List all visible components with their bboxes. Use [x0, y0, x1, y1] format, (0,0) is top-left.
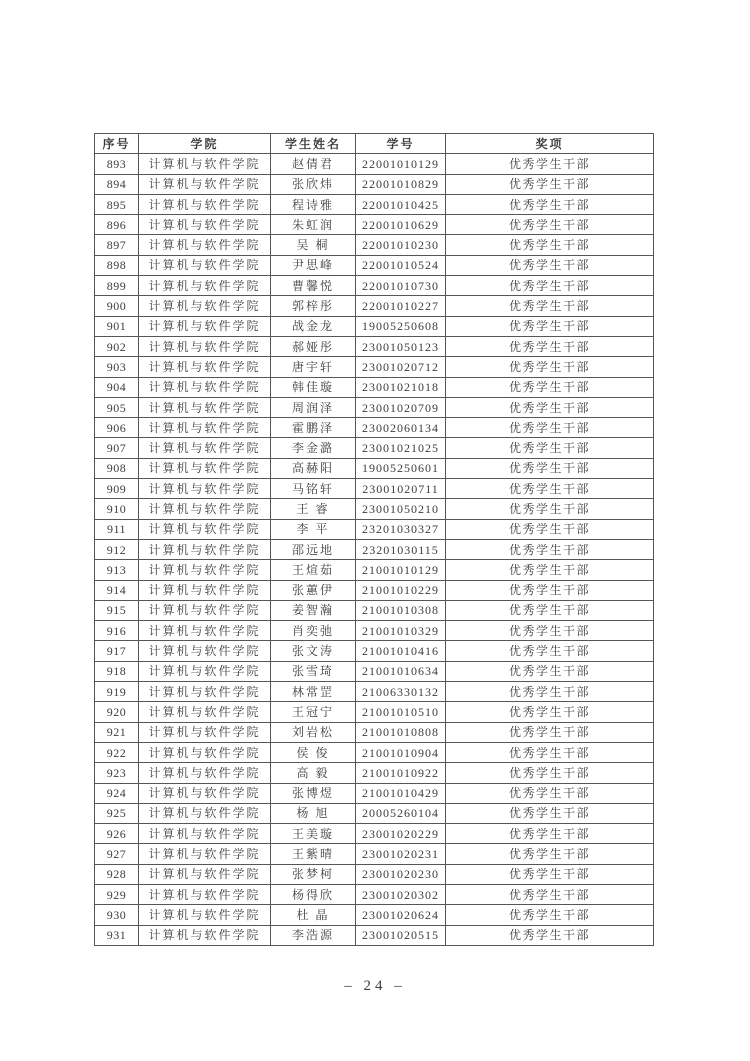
cell-award: 优秀学生干部 — [446, 357, 654, 377]
table-row — [95, 174, 654, 194]
cell-student-id: 23201030115 — [356, 539, 446, 559]
cell-award: 优秀学生干部 — [446, 194, 654, 214]
table-row — [95, 215, 654, 235]
cell-college: 计算机与软件学院 — [139, 803, 271, 823]
cell-college: 计算机与软件学院 — [139, 722, 271, 742]
cell-name: 王煊茹 — [271, 560, 356, 580]
cell-serial: 909 — [95, 479, 139, 499]
table-row — [95, 824, 654, 844]
cell-college: 计算机与软件学院 — [139, 742, 271, 762]
cell-name: 王紫晴 — [271, 844, 356, 864]
cell-student-id: 20005260104 — [356, 803, 446, 823]
cell-college: 计算机与软件学院 — [139, 357, 271, 377]
cell-college: 计算机与软件学院 — [139, 641, 271, 661]
cell-name: 霍鹏泽 — [271, 418, 356, 438]
cell-name: 林常罡 — [271, 682, 356, 702]
cell-college: 计算机与软件学院 — [139, 377, 271, 397]
cell-serial: 913 — [95, 560, 139, 580]
cell-college: 计算机与软件学院 — [139, 418, 271, 438]
table-row — [95, 519, 654, 539]
cell-college: 计算机与软件学院 — [139, 316, 271, 336]
cell-student-id: 21001010808 — [356, 722, 446, 742]
cell-award: 优秀学生干部 — [446, 783, 654, 803]
cell-name: 吴 桐 — [271, 235, 356, 255]
cell-name: 张雪琦 — [271, 661, 356, 681]
table-row — [95, 479, 654, 499]
cell-serial: 901 — [95, 316, 139, 336]
cell-student-id: 22001010524 — [356, 255, 446, 275]
cell-serial: 919 — [95, 682, 139, 702]
table-row — [95, 803, 654, 823]
cell-college: 计算机与软件学院 — [139, 235, 271, 255]
cell-student-id: 21001010510 — [356, 702, 446, 722]
cell-name: 尹思峰 — [271, 255, 356, 275]
cell-award: 优秀学生干部 — [446, 377, 654, 397]
cell-award: 优秀学生干部 — [446, 722, 654, 742]
cell-student-id: 23001020709 — [356, 397, 446, 417]
cell-college: 计算机与软件学院 — [139, 397, 271, 417]
cell-award: 优秀学生干部 — [446, 742, 654, 762]
cell-award: 优秀学生干部 — [446, 458, 654, 478]
cell-award: 优秀学生干部 — [446, 499, 654, 519]
cell-name: 张欣炜 — [271, 174, 356, 194]
cell-award: 优秀学生干部 — [446, 174, 654, 194]
cell-college: 计算机与软件学院 — [139, 458, 271, 478]
cell-college: 计算机与软件学院 — [139, 276, 271, 296]
cell-name: 张蕙伊 — [271, 580, 356, 600]
cell-name: 郝娅彤 — [271, 336, 356, 356]
cell-name: 李 平 — [271, 519, 356, 539]
cell-student-id: 21001010429 — [356, 783, 446, 803]
table-row — [95, 418, 654, 438]
cell-student-id: 23001020712 — [356, 357, 446, 377]
cell-student-id: 22001010129 — [356, 154, 446, 174]
cell-serial: 900 — [95, 296, 139, 316]
table-row — [95, 560, 654, 580]
cell-college: 计算机与软件学院 — [139, 600, 271, 620]
cell-name: 高赫阳 — [271, 458, 356, 478]
cell-student-id: 21001010329 — [356, 621, 446, 641]
cell-award: 优秀学生干部 — [446, 580, 654, 600]
cell-serial: 904 — [95, 377, 139, 397]
cell-award: 优秀学生干部 — [446, 397, 654, 417]
table-row — [95, 539, 654, 559]
cell-college: 计算机与软件学院 — [139, 174, 271, 194]
cell-serial: 895 — [95, 194, 139, 214]
cell-student-id: 21001010229 — [356, 580, 446, 600]
table-row — [95, 397, 654, 417]
table-row — [95, 316, 654, 336]
cell-student-id: 21001010308 — [356, 600, 446, 620]
cell-college: 计算机与软件学院 — [139, 925, 271, 945]
cell-serial: 907 — [95, 438, 139, 458]
cell-student-id: 21001010922 — [356, 763, 446, 783]
table-row — [95, 844, 654, 864]
cell-award: 优秀学生干部 — [446, 255, 654, 275]
cell-serial: 902 — [95, 336, 139, 356]
cell-serial: 918 — [95, 661, 139, 681]
cell-award: 优秀学生干部 — [446, 276, 654, 296]
cell-serial: 925 — [95, 803, 139, 823]
cell-college: 计算机与软件学院 — [139, 864, 271, 884]
cell-student-id: 22001010227 — [356, 296, 446, 316]
cell-serial: 908 — [95, 458, 139, 478]
cell-student-id: 19005250608 — [356, 316, 446, 336]
cell-serial: 917 — [95, 641, 139, 661]
cell-name: 战金龙 — [271, 316, 356, 336]
cell-student-id: 21001010904 — [356, 742, 446, 762]
table-row — [95, 884, 654, 904]
cell-student-id: 23001020231 — [356, 844, 446, 864]
cell-award: 优秀学生干部 — [446, 884, 654, 904]
cell-serial: 930 — [95, 905, 139, 925]
cell-name: 唐宇轩 — [271, 357, 356, 377]
cell-award: 优秀学生干部 — [446, 682, 654, 702]
table-row — [95, 722, 654, 742]
cell-award: 优秀学生干部 — [446, 600, 654, 620]
table-row — [95, 255, 654, 275]
cell-college: 计算机与软件学院 — [139, 519, 271, 539]
table-row — [95, 154, 654, 174]
cell-name: 张博煜 — [271, 783, 356, 803]
cell-name: 杨得欣 — [271, 884, 356, 904]
cell-serial: 910 — [95, 499, 139, 519]
table-row — [95, 864, 654, 884]
cell-serial: 927 — [95, 844, 139, 864]
column-header-student-id: 学号 — [356, 134, 446, 154]
cell-college: 计算机与软件学院 — [139, 438, 271, 458]
cell-award: 优秀学生干部 — [446, 763, 654, 783]
cell-serial: 894 — [95, 174, 139, 194]
cell-serial: 914 — [95, 580, 139, 600]
cell-award: 优秀学生干部 — [446, 479, 654, 499]
column-header-award: 奖项 — [446, 134, 654, 154]
cell-college: 计算机与软件学院 — [139, 255, 271, 275]
cell-serial: 924 — [95, 783, 139, 803]
cell-college: 计算机与软件学院 — [139, 682, 271, 702]
cell-serial: 928 — [95, 864, 139, 884]
table-row — [95, 438, 654, 458]
cell-name: 王美璇 — [271, 824, 356, 844]
cell-student-id: 23001020711 — [356, 479, 446, 499]
table-row — [95, 499, 654, 519]
cell-award: 优秀学生干部 — [446, 418, 654, 438]
cell-college: 计算机与软件学院 — [139, 539, 271, 559]
cell-college: 计算机与软件学院 — [139, 336, 271, 356]
cell-award: 优秀学生干部 — [446, 641, 654, 661]
cell-college: 计算机与软件学院 — [139, 824, 271, 844]
table-row — [95, 580, 654, 600]
cell-college: 计算机与软件学院 — [139, 661, 271, 681]
table-row — [95, 600, 654, 620]
cell-student-id: 23001020624 — [356, 905, 446, 925]
cell-award: 优秀学生干部 — [446, 621, 654, 641]
cell-name: 韩佳璇 — [271, 377, 356, 397]
cell-student-id: 23001020230 — [356, 864, 446, 884]
cell-college: 计算机与软件学院 — [139, 905, 271, 925]
cell-award: 优秀学生干部 — [446, 539, 654, 559]
cell-student-id: 22001010730 — [356, 276, 446, 296]
cell-serial: 922 — [95, 742, 139, 762]
cell-serial: 896 — [95, 215, 139, 235]
cell-student-id: 21006330132 — [356, 682, 446, 702]
cell-name: 程诗雅 — [271, 194, 356, 214]
cell-college: 计算机与软件学院 — [139, 621, 271, 641]
cell-name: 周润泽 — [271, 397, 356, 417]
cell-serial: 916 — [95, 621, 139, 641]
cell-award: 优秀学生干部 — [446, 296, 654, 316]
cell-name: 郭梓彤 — [271, 296, 356, 316]
cell-serial: 920 — [95, 702, 139, 722]
cell-name: 邵远地 — [271, 539, 356, 559]
cell-college: 计算机与软件学院 — [139, 215, 271, 235]
cell-student-id: 22001010230 — [356, 235, 446, 255]
cell-student-id: 23002060134 — [356, 418, 446, 438]
cell-name: 侯 俊 — [271, 742, 356, 762]
cell-name: 高 毅 — [271, 763, 356, 783]
page-number: – 24 – — [344, 978, 406, 994]
cell-award: 优秀学生干部 — [446, 154, 654, 174]
cell-serial: 912 — [95, 539, 139, 559]
cell-award: 优秀学生干部 — [446, 316, 654, 336]
cell-name: 肖奕弛 — [271, 621, 356, 641]
cell-student-id: 19005250601 — [356, 458, 446, 478]
cell-name: 杨 旭 — [271, 803, 356, 823]
cell-college: 计算机与软件学院 — [139, 580, 271, 600]
cell-award: 优秀学生干部 — [446, 844, 654, 864]
cell-student-id: 23001021018 — [356, 377, 446, 397]
table-row — [95, 458, 654, 478]
cell-serial: 915 — [95, 600, 139, 620]
table-row — [95, 682, 654, 702]
cell-name: 曹馨悦 — [271, 276, 356, 296]
cell-award: 优秀学生干部 — [446, 235, 654, 255]
cell-student-id: 23001020229 — [356, 824, 446, 844]
table-header-row — [95, 134, 654, 154]
cell-award: 优秀学生干部 — [446, 336, 654, 356]
column-header-student-name: 学生姓名 — [271, 134, 356, 154]
cell-name: 王冠宁 — [271, 702, 356, 722]
cell-student-id: 22001010829 — [356, 174, 446, 194]
cell-name: 张梦柯 — [271, 864, 356, 884]
cell-serial: 897 — [95, 235, 139, 255]
cell-name: 张文涛 — [271, 641, 356, 661]
cell-student-id: 22001010629 — [356, 215, 446, 235]
cell-name: 赵倩君 — [271, 154, 356, 174]
cell-serial: 899 — [95, 276, 139, 296]
award-table — [94, 133, 654, 946]
cell-serial: 926 — [95, 824, 139, 844]
table-row — [95, 621, 654, 641]
cell-award: 优秀学生干部 — [446, 560, 654, 580]
cell-college: 计算机与软件学院 — [139, 844, 271, 864]
cell-award: 优秀学生干部 — [446, 661, 654, 681]
cell-award: 优秀学生干部 — [446, 438, 654, 458]
cell-award: 优秀学生干部 — [446, 702, 654, 722]
table-row — [95, 783, 654, 803]
cell-college: 计算机与软件学院 — [139, 194, 271, 214]
cell-college: 计算机与软件学院 — [139, 479, 271, 499]
table-row — [95, 357, 654, 377]
cell-name: 马铭轩 — [271, 479, 356, 499]
table-row — [95, 296, 654, 316]
table-row — [95, 641, 654, 661]
cell-serial: 906 — [95, 418, 139, 438]
cell-award: 优秀学生干部 — [446, 215, 654, 235]
cell-college: 计算机与软件学院 — [139, 884, 271, 904]
cell-serial: 893 — [95, 154, 139, 174]
cell-college: 计算机与软件学院 — [139, 499, 271, 519]
cell-student-id: 23001050123 — [356, 336, 446, 356]
table-row — [95, 661, 654, 681]
column-header-college: 学院 — [139, 134, 271, 154]
cell-student-id: 21001010634 — [356, 661, 446, 681]
cell-award: 优秀学生干部 — [446, 864, 654, 884]
cell-name: 朱虹润 — [271, 215, 356, 235]
cell-student-id: 23001020515 — [356, 925, 446, 945]
cell-student-id: 21001010416 — [356, 641, 446, 661]
cell-name: 姜智瀚 — [271, 600, 356, 620]
cell-award: 优秀学生干部 — [446, 925, 654, 945]
cell-student-id: 22001010425 — [356, 194, 446, 214]
cell-student-id: 21001010129 — [356, 560, 446, 580]
cell-college: 计算机与软件学院 — [139, 560, 271, 580]
cell-student-id: 23001020302 — [356, 884, 446, 904]
cell-award: 优秀学生干部 — [446, 803, 654, 823]
cell-name: 杜 晶 — [271, 905, 356, 925]
table-row — [95, 276, 654, 296]
cell-college: 计算机与软件学院 — [139, 763, 271, 783]
table-row — [95, 194, 654, 214]
table-row — [95, 336, 654, 356]
cell-college: 计算机与软件学院 — [139, 296, 271, 316]
cell-serial: 921 — [95, 722, 139, 742]
cell-serial: 911 — [95, 519, 139, 539]
cell-student-id: 23001050210 — [356, 499, 446, 519]
cell-name: 李金潞 — [271, 438, 356, 458]
cell-student-id: 23201030327 — [356, 519, 446, 539]
table-row — [95, 925, 654, 945]
cell-name: 王 睿 — [271, 499, 356, 519]
table-row — [95, 763, 654, 783]
cell-college: 计算机与软件学院 — [139, 702, 271, 722]
table-row — [95, 702, 654, 722]
table-row — [95, 235, 654, 255]
cell-serial: 898 — [95, 255, 139, 275]
table-row — [95, 377, 654, 397]
table-row — [95, 905, 654, 925]
cell-serial: 905 — [95, 397, 139, 417]
cell-college: 计算机与软件学院 — [139, 154, 271, 174]
column-header-serial: 序号 — [95, 134, 139, 154]
cell-serial: 929 — [95, 884, 139, 904]
cell-name: 李浩源 — [271, 925, 356, 945]
cell-award: 优秀学生干部 — [446, 905, 654, 925]
cell-serial: 931 — [95, 925, 139, 945]
cell-name: 刘岩松 — [271, 722, 356, 742]
cell-serial: 923 — [95, 763, 139, 783]
cell-serial: 903 — [95, 357, 139, 377]
cell-award: 优秀学生干部 — [446, 824, 654, 844]
table-row — [95, 742, 654, 762]
cell-student-id: 23001021025 — [356, 438, 446, 458]
cell-college: 计算机与软件学院 — [139, 783, 271, 803]
cell-award: 优秀学生干部 — [446, 519, 654, 539]
